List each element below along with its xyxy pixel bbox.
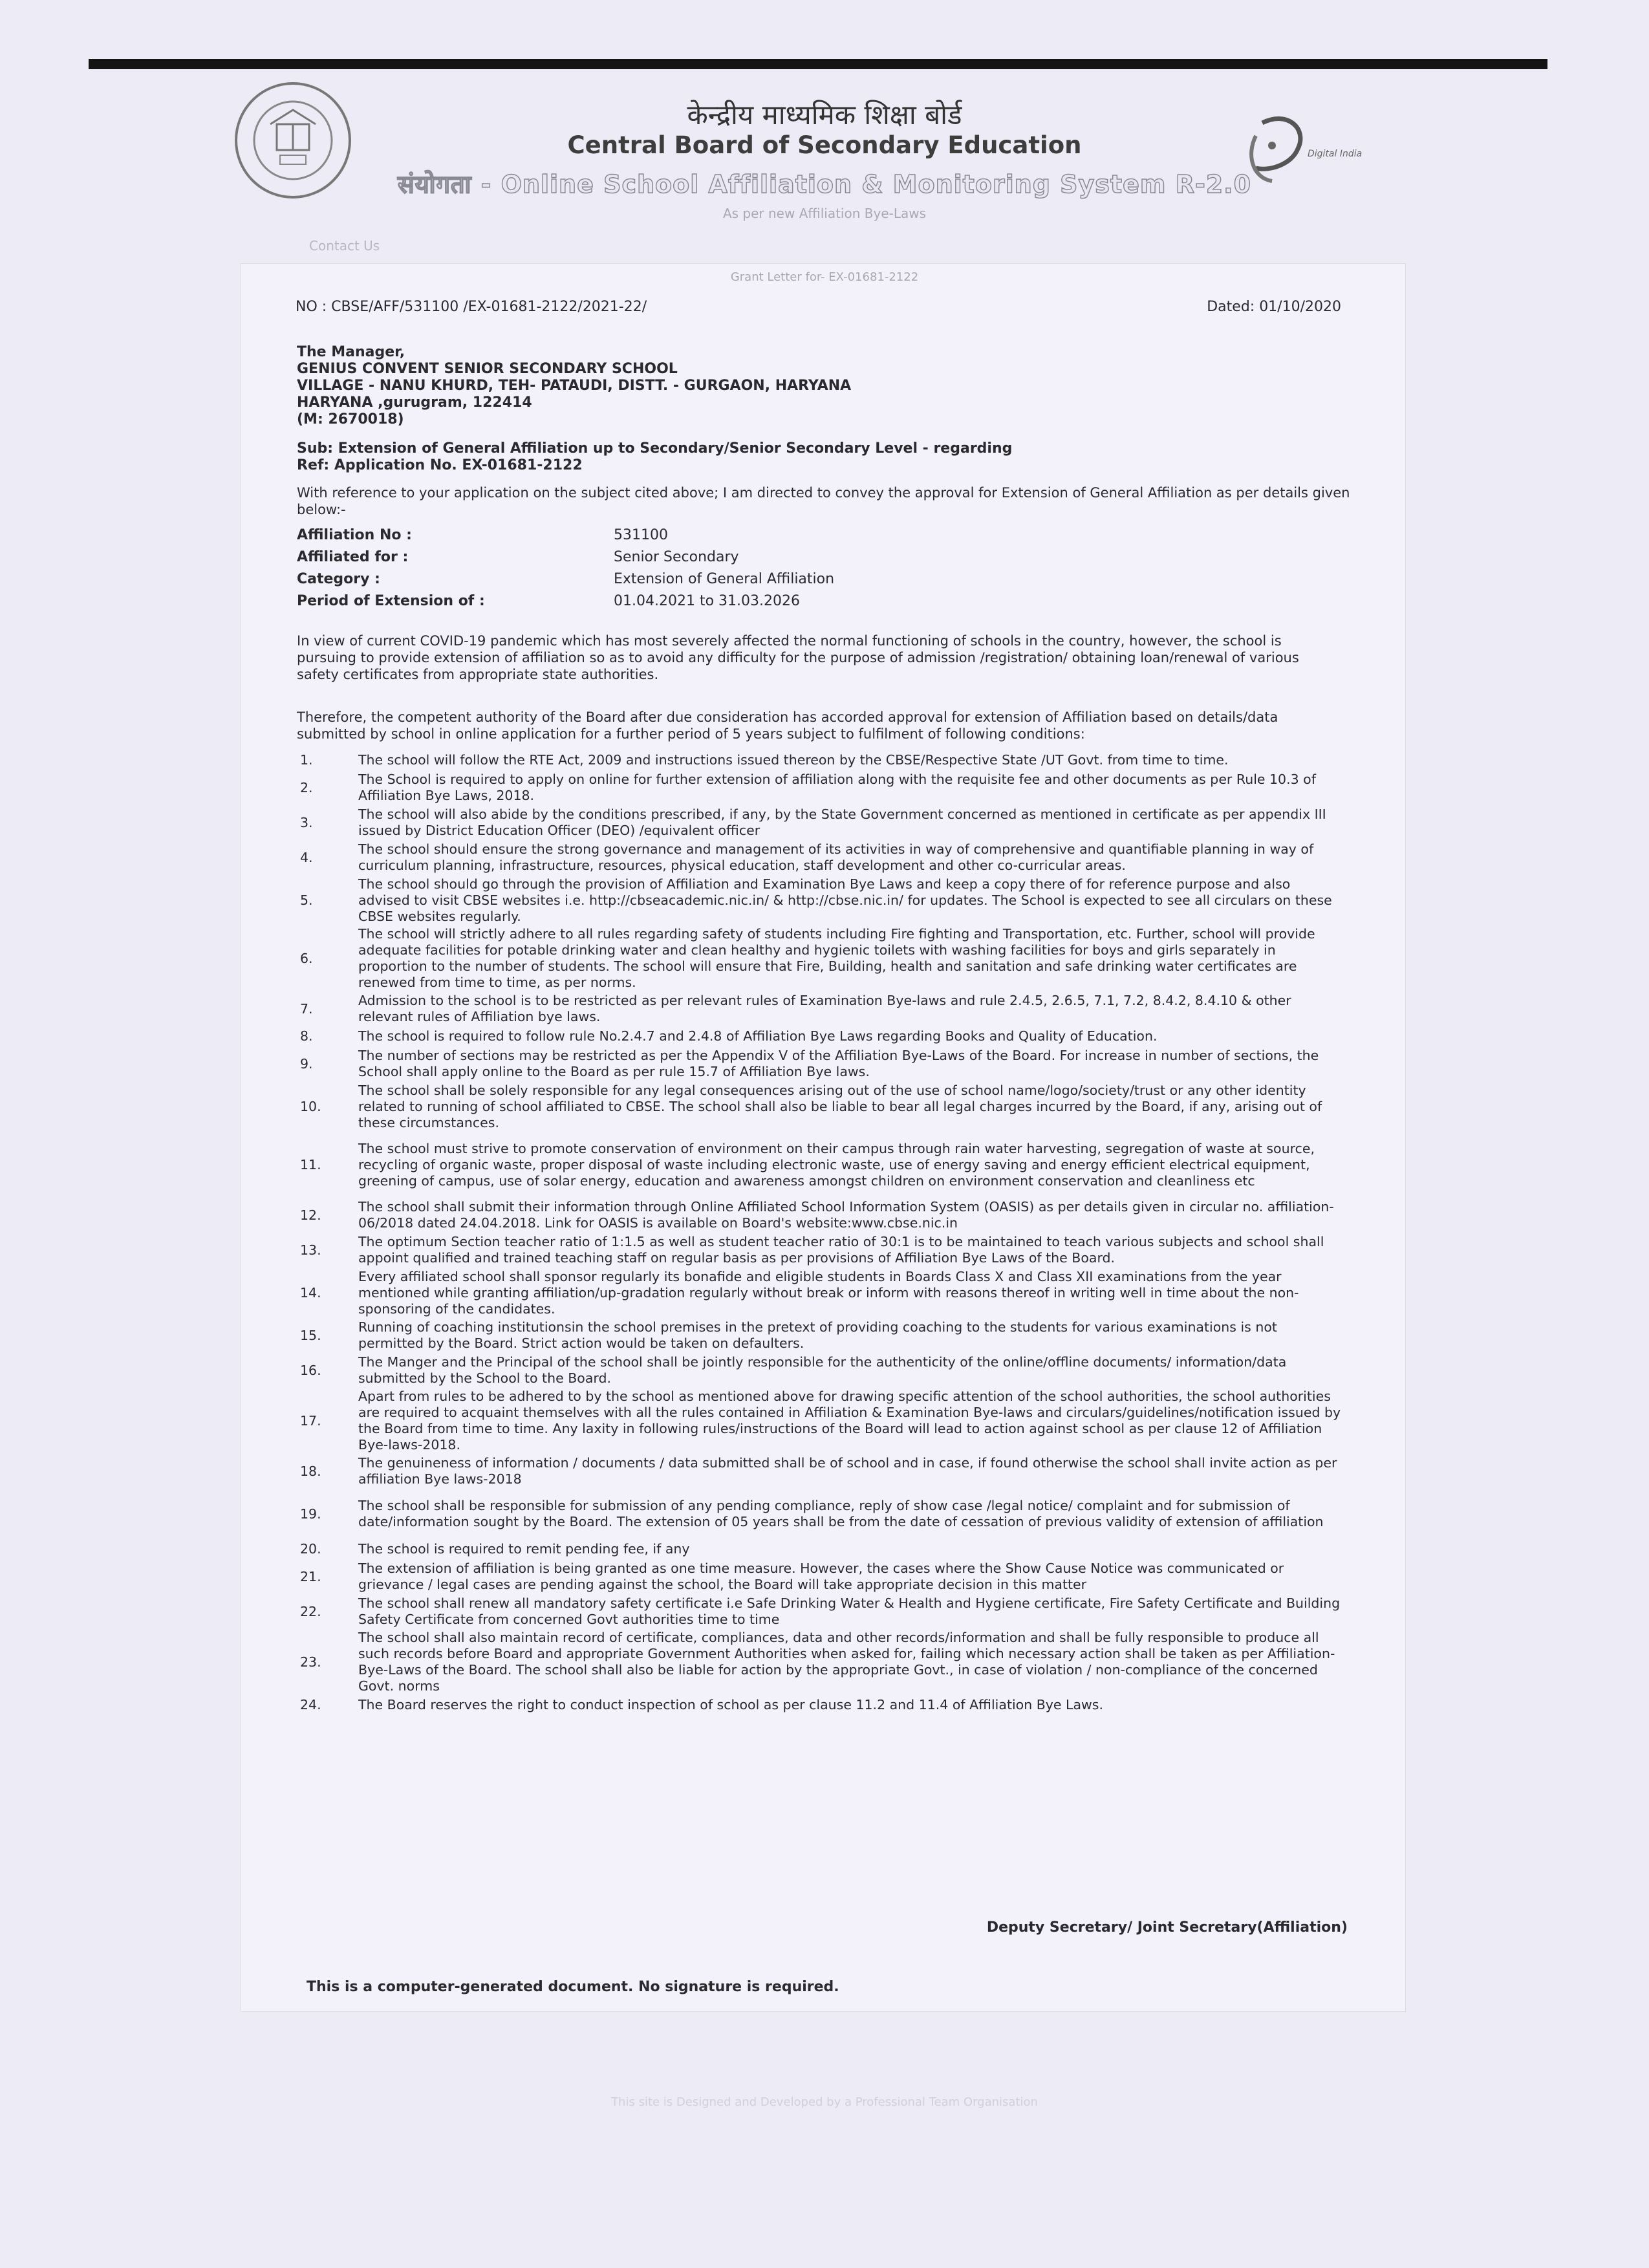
covid-paragraph: In view of current COVID-19 pandemic which has most severely affected the normal functioning of schools in the country, however, the school is pursuing to provide extension of affiliation so as to avoid any difficulty for the purpose of admission /registration/ obtaining loan/renewal of various safety certificates from appropriate state authorities. (297, 633, 1299, 682)
condition-text: The school shall be solely responsible for any legal consequences arising out of the use of school name/logo/society/trust or any other identity related to running of school affiliated to CBSE. The school shall also be liable to bear all legal charges incurred by the Board, if any, arising out of these circumstances. (358, 1082, 1322, 1130)
footer-note: This is a computer-generated document. No signature is required. (307, 1979, 839, 1995)
detail-label: Period of Extension of : (297, 593, 485, 609)
condition-item (297, 925, 1346, 991)
condition-text: The school should go through the provision of Affiliation and Examination Bye Laws and keep a copy there of for reference purpose and also advised to visit CBSE websites i.e. http://cbseacademic.nic.in/ & http://cbse.nic.in/ for updates. The School is expected to see all circulars on these CBSE websites regularly. (358, 876, 1332, 924)
condition-number: 12. (300, 1207, 321, 1223)
condition-item (297, 1132, 1346, 1198)
condition-item (297, 1695, 1346, 1715)
detail-value: 531100 (614, 527, 668, 543)
detail-label: Affiliation No : (297, 527, 412, 543)
condition-text: The number of sections may be restricted as per the Appendix V of the Affiliation Bye-Laws of the Board. For increase in number of sections, the School shall apply online to the Board as per rule 15.7 of Affiliation Bye laws. (358, 1048, 1319, 1079)
detail-label: Category : (297, 571, 380, 587)
condition-text: The school will follow the RTE Act, 2009 and instructions issued thereon by the CBSE/Respective State /UT Govt. from time to time. (358, 752, 1229, 768)
condition-number: 7. (300, 1000, 313, 1017)
address-line: The Manager, (297, 344, 405, 360)
address-line: HARYANA ,gurugram, 122414 (297, 394, 532, 411)
condition-number: 10. (300, 1098, 321, 1114)
condition-item (297, 1559, 1346, 1594)
condition-number: 13. (300, 1242, 321, 1258)
condition-item (297, 1318, 1346, 1353)
detail-value: 01.04.2021 to 31.03.2026 (614, 593, 800, 609)
subject-line: Sub: Extension of General Affiliation up to Secondary/Senior Secondary Level - regarding (297, 440, 1013, 457)
condition-number: 17. (300, 1412, 321, 1429)
address-line: GENIUS CONVENT SENIOR SECONDARY SCHOOL (297, 361, 678, 377)
condition-text: Running of coaching institutionsin the school premises in the pretext of providing coaching to the students for various examinations is not permitted by the Board. Strict action would be taken on defaulters. (358, 1319, 1277, 1351)
condition-item (297, 875, 1346, 925)
condition-item (297, 1454, 1346, 1489)
condition-number: 5. (300, 892, 313, 908)
condition-item (297, 770, 1346, 805)
condition-item (297, 1198, 1346, 1233)
digital-india-logo (1236, 110, 1363, 194)
condition-text: The optimum Section teacher ratio of 1:1.5 as well as student teacher ratio of 30:1 is to be maintained to teach various subjects and school shall appoint qualified and trained teaching staff on regular basis as per provisions of Affiliation Bye Laws of the Board. (358, 1234, 1324, 1266)
reference-line: Ref: Application No. EX-01681-2122 (297, 457, 583, 473)
grant-letter-watermark: Grant Letter for- EX-01681-2122 (730, 270, 919, 284)
affiliation-details (297, 527, 1137, 615)
system-name: संयोगता - Online School Affiliation & Monitoring System R-2.0 (397, 170, 1252, 199)
condition-number: 21. (300, 1568, 321, 1584)
condition-number: 16. (300, 1362, 321, 1378)
condition-item (297, 1026, 1346, 1046)
condition-number: 20. (300, 1541, 321, 1557)
detail-value: Extension of General Affiliation (614, 571, 835, 587)
subject-block (297, 440, 1012, 474)
therefore-paragraph: Therefore, the competent authority of the Board after due consideration has accorded approval for extension of Affiliation based on details/data submitted by school in online application for a further period of 5 years subject to fulfilment of following conditions: (297, 709, 1278, 742)
condition-number: 23. (300, 1654, 321, 1670)
condition-number: 22. (300, 1603, 321, 1619)
digital-india-label: Digital India (1308, 149, 1363, 159)
address-line: (M: 2670018) (297, 411, 404, 427)
condition-item (297, 1629, 1346, 1695)
letter-date: Dated: 01/10/2020 (1207, 299, 1341, 315)
condition-item (297, 1081, 1346, 1132)
condition-item (297, 840, 1346, 875)
condition-number: 1. (300, 752, 313, 768)
detail-row (297, 571, 1137, 593)
condition-number: 9. (300, 1055, 313, 1072)
condition-number: 18. (300, 1463, 321, 1479)
condition-text: The school is required to remit pending fee, if any (358, 1541, 690, 1557)
condition-number: 15. (300, 1327, 321, 1343)
detail-row (297, 549, 1137, 571)
condition-number: 4. (300, 849, 313, 865)
board-name: Central Board of Secondary Education (567, 131, 1082, 159)
intro-paragraph: With reference to your application on the subject cited above; I am directed to convey the approval for Extension of General Affiliation as per details given below:- (297, 485, 1350, 517)
condition-number: 6. (300, 950, 313, 966)
condition-item (297, 1046, 1346, 1081)
condition-text: The school must strive to promote conservation of environment on their campus through rain water harvesting, segregation of waste at source, recycling of organic waste, proper disposal of waste including electronic waste, use of energy saving and energy efficient electrical equipment, greening of campus, use of solar energy, education and awareness amongst children on environment conservation and cleanliness etc (358, 1140, 1315, 1189)
condition-number: 24. (300, 1697, 321, 1712)
detail-row (297, 593, 1137, 615)
condition-text: The school shall be responsible for submission of any pending compliance, reply of show case /legal notice/ complaint and for submission of date/information sought by the Board. The extension of 05 years shall be from the date of cessation of previous validity of extension of affiliation (358, 1498, 1324, 1529)
condition-item (297, 1388, 1346, 1454)
condition-number: 3. (300, 814, 313, 830)
condition-text: The school shall renew all mandatory safety certificate i.e Safe Drinking Water & Health and Hygiene certificate, Fire Safety Certificate and Building Safety Certificate from concerned Govt authorities time to time (358, 1595, 1341, 1627)
detail-row (297, 527, 1137, 549)
condition-text: The School is required to apply on online for further extension of affiliation along with the requisite fee and other documents as per Rule 10.3 of Affiliation Bye Laws, 2018. (358, 772, 1316, 803)
condition-text: The school should ensure the strong governance and management of its activities in way of comprehensive and quantifiable planning in way of curriculum planning, infrastructure, resources, physical education, staff development and other co-curricular areas. (358, 841, 1314, 873)
detail-value: Senior Secondary (614, 549, 739, 565)
condition-item (297, 1353, 1346, 1388)
condition-text: The school shall submit their information through Online Affiliated School Information System (OASIS) as per details given in circular no. affiliation-06/2018 dated 24.04.2018. Link for OASIS is available on Board's website:www.cbse.nic.in (358, 1199, 1334, 1231)
condition-item (297, 805, 1346, 840)
condition-text: The school will also abide by the conditions prescribed, if any, by the State Government concerned as mentioned in certificate as per appendix III issued by District Education Officer (DEO) /equivalent officer (358, 806, 1326, 838)
condition-text: The genuineness of information / documents / data submitted shall be of school and in case, if found otherwise the school shall invite action as per affiliation Bye laws-2018 (358, 1455, 1337, 1487)
top-rule (89, 59, 1547, 69)
system-subtitle: As per new Affiliation Bye-Laws (722, 206, 927, 221)
signatory: Deputy Secretary/ Joint Secretary(Affiliation) (986, 1919, 1348, 1936)
conditions-list (297, 750, 1346, 1715)
condition-item (297, 991, 1346, 1026)
reference-number: NO : CBSE/AFF/531100 /EX-01681-2122/2021-22/ (296, 299, 647, 315)
condition-text: The Board reserves the right to conduct inspection of school as per clause 11.2 and 11.4 of Affiliation Bye Laws. (358, 1697, 1103, 1712)
contact-link[interactable]: Contact Us (309, 238, 380, 254)
condition-item (297, 1489, 1346, 1539)
condition-number: 14. (300, 1284, 321, 1301)
condition-text: The school will strictly adhere to all rules regarding safety of students including Fire fighting and Transportation, etc. Further, school will provide adequate facilities for potable drinking water and clean healthy and hygienic toilets with washing facilities for boys and girls separately in proportion to the number of students. The school will ensure that Fire, Building, health and sanitation and safe drinking water certificates are renewed from time to time, as per norms. (358, 926, 1315, 990)
condition-text: Apart from rules to be adhered to by the school as mentioned above for drawing specific attention of the school authorities, the school authorities are required to acquaint themselves with all the rules contained in Affiliation & Examination Bye-laws and circulars/guidelines/notification issued by the Board from time to time. Any laxity in following rules/instructions of the Board will lead to action against school as per clause 12 of Affiliation Bye-laws-2018. (358, 1388, 1341, 1453)
address-line: VILLAGE - NANU KHURD, TEH- PATAUDI, DISTT. - GURGAON, HARYANA (297, 378, 852, 394)
condition-text: The Manger and the Principal of the school shall be jointly responsible for the authenticity of the online/offline documents/ information/data submitted by the School to the Board. (358, 1354, 1287, 1386)
condition-item (297, 1539, 1346, 1559)
condition-text: The school shall also maintain record of certificate, compliances, data and other records/information and shall be fully responsible to produce all such records before Board and appropriate Government Authorities when asked for, failing which necessary action shall be taken as per Affiliation-Bye-Laws of the Board. The school shall also be liable for action by the appropriate Govt., in case of violation / non-compliance of the concerned Govt. norms (358, 1630, 1335, 1694)
condition-text: Every affiliated school shall sponsor regularly its bonafide and eligible students in Boards Class X and Class XII examinations from the year mentioned while granting affiliation/up-gradation regularly without break or inform with reasons thereof in writing well in time about the non-sponsoring of the candidates. (358, 1268, 1299, 1317)
recipient-address (297, 344, 851, 428)
condition-item (297, 1594, 1346, 1629)
condition-item (297, 750, 1346, 770)
bottom-faint-text: This site is Designed and Developed by a Professional Team Organisation (611, 2095, 1038, 2109)
condition-number: 2. (300, 779, 313, 795)
condition-number: 11. (300, 1156, 321, 1172)
board-name-hindi: केन्द्रीय माध्यमिक शिक्षा बोर्ड (687, 99, 962, 131)
condition-item (297, 1268, 1346, 1318)
condition-text: Admission to the school is to be restricted as per relevant rules of Examination Bye-laws and rule 2.4.5, 2.6.5, 7.1, 7.2, 8.4.2, 8.4.10 & other relevant rules of Affiliation bye laws. (358, 993, 1291, 1024)
condition-text: The extension of affiliation is being granted as one time measure. However, the cases where the Show Cause Notice was communicated or grievance / legal cases are pending against the school, the Board will take appropriate decision in this matter (358, 1561, 1284, 1592)
condition-text: The school is required to follow rule No.2.4.7 and 2.4.8 of Affiliation Bye Laws regarding Books and Quality of Education. (358, 1028, 1158, 1044)
condition-number: 8. (300, 1028, 313, 1044)
condition-number: 19. (300, 1506, 321, 1522)
condition-item (297, 1233, 1346, 1268)
detail-label: Affiliated for : (297, 549, 409, 565)
